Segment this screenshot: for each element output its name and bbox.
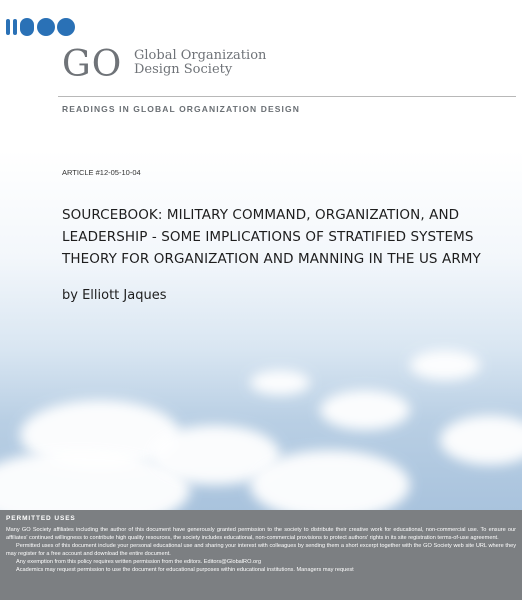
go-logo-mark: GO	[62, 44, 123, 85]
title-line: LEADERSHIP - SOME IMPLICATIONS OF STRATIFIED SYSTEMS	[62, 229, 474, 245]
organization-name-line1: Global Organization	[134, 48, 267, 63]
series-title: READINGS IN GLOBAL ORGANIZATION DESIGN	[62, 104, 300, 114]
cloud	[320, 390, 410, 430]
permitted-uses-text	[6, 526, 516, 575]
cloud	[410, 350, 480, 380]
author-byline: by Elliott Jaques	[62, 288, 167, 303]
permitted-uses-panel	[0, 510, 522, 600]
cloud	[250, 370, 310, 395]
permitted-uses-heading: PERMITTED USES	[6, 515, 76, 522]
cloud	[440, 415, 522, 465]
title-line: THEORY FOR ORGANIZATION AND MANNING IN THE US ARMY	[62, 251, 481, 267]
divider	[58, 96, 516, 97]
permitted-uses-paragraph: Permitted uses of this document include your personal educational use and sharing your interest with colleagues by sending them a short excerpt together with the GO Society web site URL where they may register for a free account and download the entire document.	[6, 543, 516, 558]
organization-name-line2: Design Society	[134, 62, 233, 77]
permitted-uses-paragraph: Academics may request permission to use the document for educational purposes within educational institutions. Managers may request	[16, 567, 354, 574]
title-line: SOURCEBOOK: MILITARY COMMAND, ORGANIZATION, AND	[62, 207, 460, 223]
permitted-uses-paragraph: Many GO Society affiliates including the author of this document have generously granted permission to the society to distribute their creative work for educational, non-commercial use. To ensure our affiliates' continued willingness to contribute high quality resources, the society includes educational, non-commercial provisions to protect authors' rights in its site registration terms-of-use agreement.	[6, 527, 516, 542]
organization-name	[134, 49, 334, 77]
article-number: ARTICLE #12-05-10-04	[62, 168, 141, 177]
article-title	[62, 204, 512, 270]
permitted-uses-paragraph: Any exemption from this policy requires written permission from the editors. Editors@GlobalRO.org	[16, 559, 262, 566]
